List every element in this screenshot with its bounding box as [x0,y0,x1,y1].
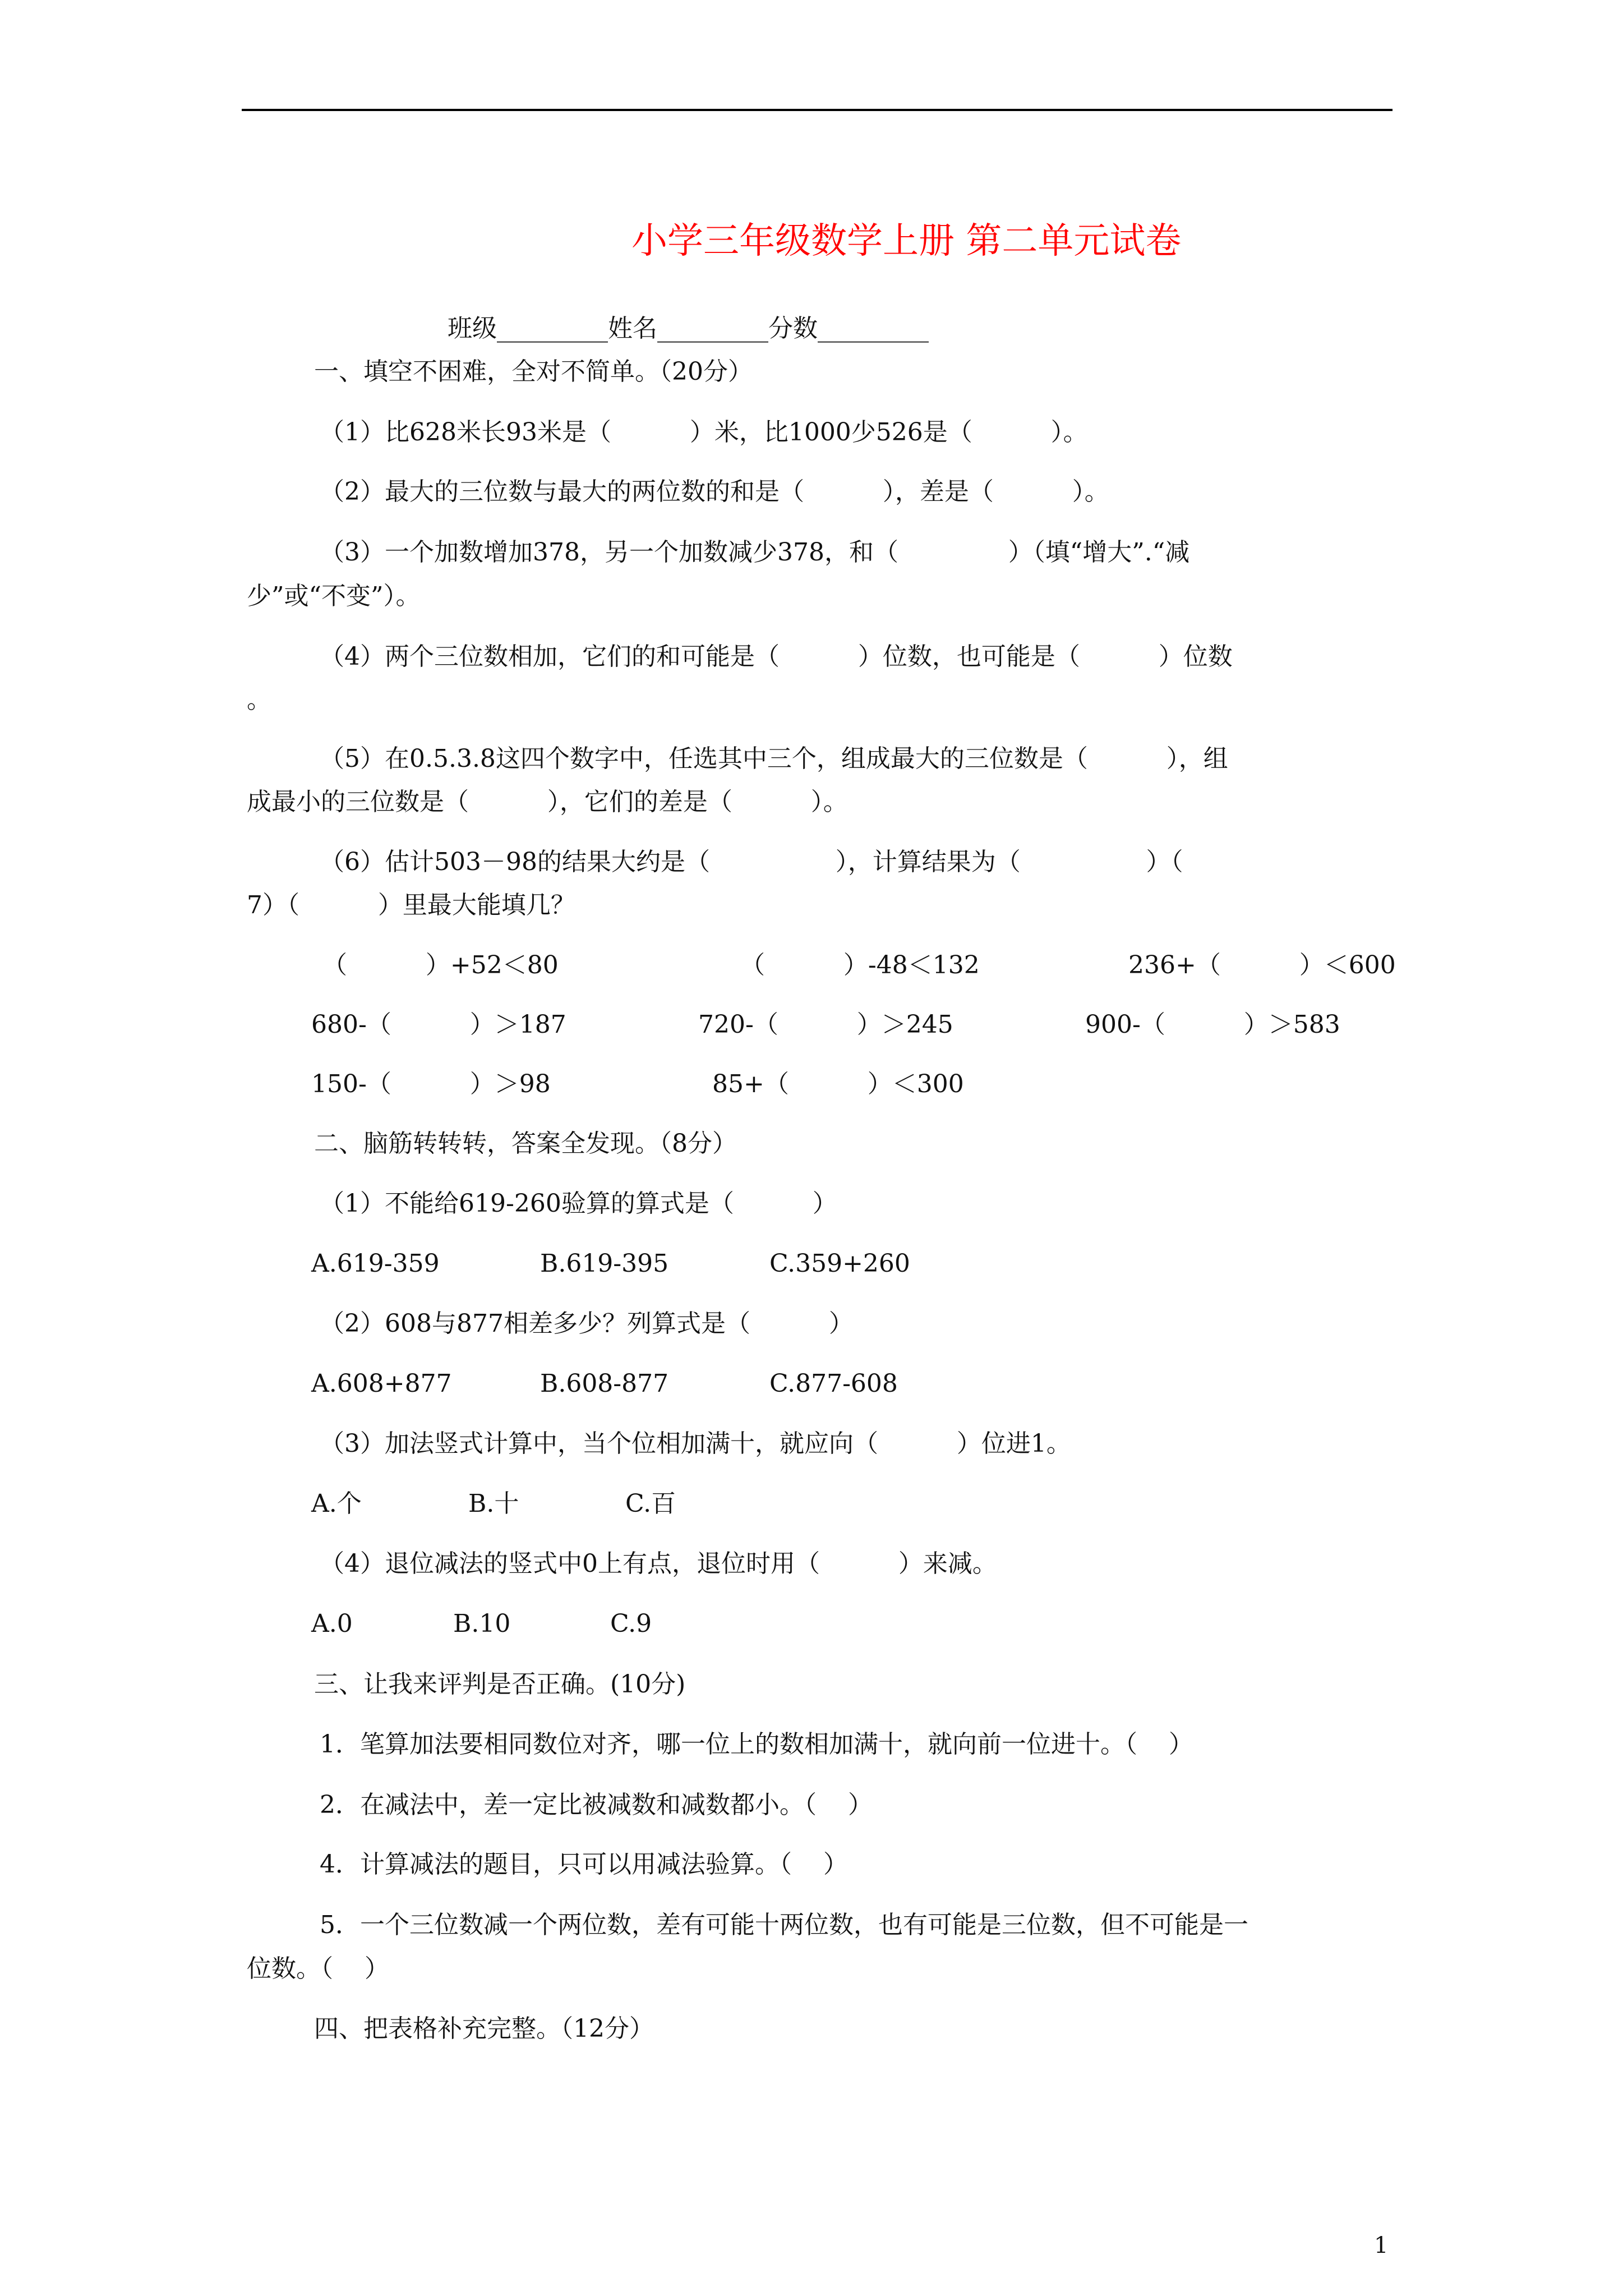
blank-expression: 680-（ ）＞187 [311,1010,566,1039]
option: C.9 [610,1609,652,1638]
blank-expression: （ ）-48＜132 [740,951,980,979]
statement-4: 4．计算减法的题目，只可以用减法验算。（ ） [320,1850,848,1879]
blank-expression: 150-（ ）＞98 [311,1070,551,1098]
section4-heading: 四、把表格补充完整。（12分） [314,2014,654,2043]
page-number: 1 [1374,2233,1389,2258]
option: A.608+877 [311,1369,452,1398]
blank-expression: 720-（ ）＞245 [698,1010,953,1039]
section1-q5-line2: 成最小的三位数是（ ），它们的差是（ ）。 [247,788,848,816]
option: C.359+260 [769,1249,910,1278]
section3-heading: 三、让我来评判是否正确。(10分) [314,1670,686,1699]
section1-q6-line2: 7）（ ）里最大能填几？ [247,891,575,919]
section1-q4-line2: 。 [247,685,271,714]
option: B.10 [453,1609,511,1638]
section2-q2: （2）608与877相差多少？列算式是（ ） [320,1309,854,1338]
section1-q2: （2）最大的三位数与最大的两位数的和是（ ），差是（ ）。 [320,477,1109,506]
section2-q4: （4）退位减法的竖式中0上有点，退位时用（ ）来减。 [320,1549,997,1578]
blank-expression: 85+（ ）＜300 [712,1070,964,1098]
option: B.608-877 [540,1369,669,1398]
statement-5-line1: 5．一个三位数减一个两位数，差有可能十两位数，也有可能是三位数，但不可能是一 [320,1911,1248,1939]
section1-q4-line1: （4）两个三位数相加，它们的和可能是（ ）位数，也可能是（ ）位数 [320,642,1233,671]
info-line: 班级_________姓名_________分数_________ [448,314,929,343]
page-title: 小学三年级数学上册 第二单元试卷 [631,220,1182,262]
section1-q5-line1: （5）在0.5.3.8这四个数字中，任选其中三个，组成最大的三位数是（ ），组 [320,744,1228,773]
section1-q3-line2: 少”或“不变”）。 [247,582,421,610]
option: C.877-608 [769,1369,898,1398]
statement-5-line2: 位数。（ ） [247,1954,389,1983]
header-rule [242,109,1393,111]
blank-expression: 236+（ ）＜600 [1128,951,1396,979]
option: A.个 [311,1489,362,1518]
section2-q1: （1）不能给619-260验算的算式是（ ） [320,1189,837,1218]
section2-heading: 二、脑筋转转转，答案全发现。（8分） [314,1129,737,1158]
section2-q3: （3）加法竖式计算中，当个位相加满十，就应向（ ）位进1。 [320,1429,1071,1458]
blank-expression: （ ）+52＜80 [322,951,559,979]
section1-q6-line1: （6）估计503－98的结果大约是（ ），计算结果为（ ）（ [320,848,1183,876]
section1-heading: 一、填空不困难，全对不简单。（20分） [314,357,753,386]
section1-q3-line1: （3）一个加数增加378，另一个加数减少378，和（ ）（填“增大”.“减 [320,538,1190,567]
statement-2: 2．在减法中，差一定比被减数和减数都小。（ ） [320,1791,873,1819]
option: A.619-359 [311,1249,440,1278]
statement-1: 1．笔算加法要相同数位对齐，哪一位上的数相加满十，就向前一位进十。（ ） [320,1730,1193,1759]
option: B.十 [468,1489,519,1518]
option: A.0 [311,1609,353,1638]
option: B.619-395 [540,1249,669,1278]
section1-q1: （1）比628米长93米是（ ）米，比1000少526是（ ）。 [320,418,1088,447]
blank-expression: 900-（ ）＞583 [1085,1010,1340,1039]
option: C.百 [625,1489,676,1518]
